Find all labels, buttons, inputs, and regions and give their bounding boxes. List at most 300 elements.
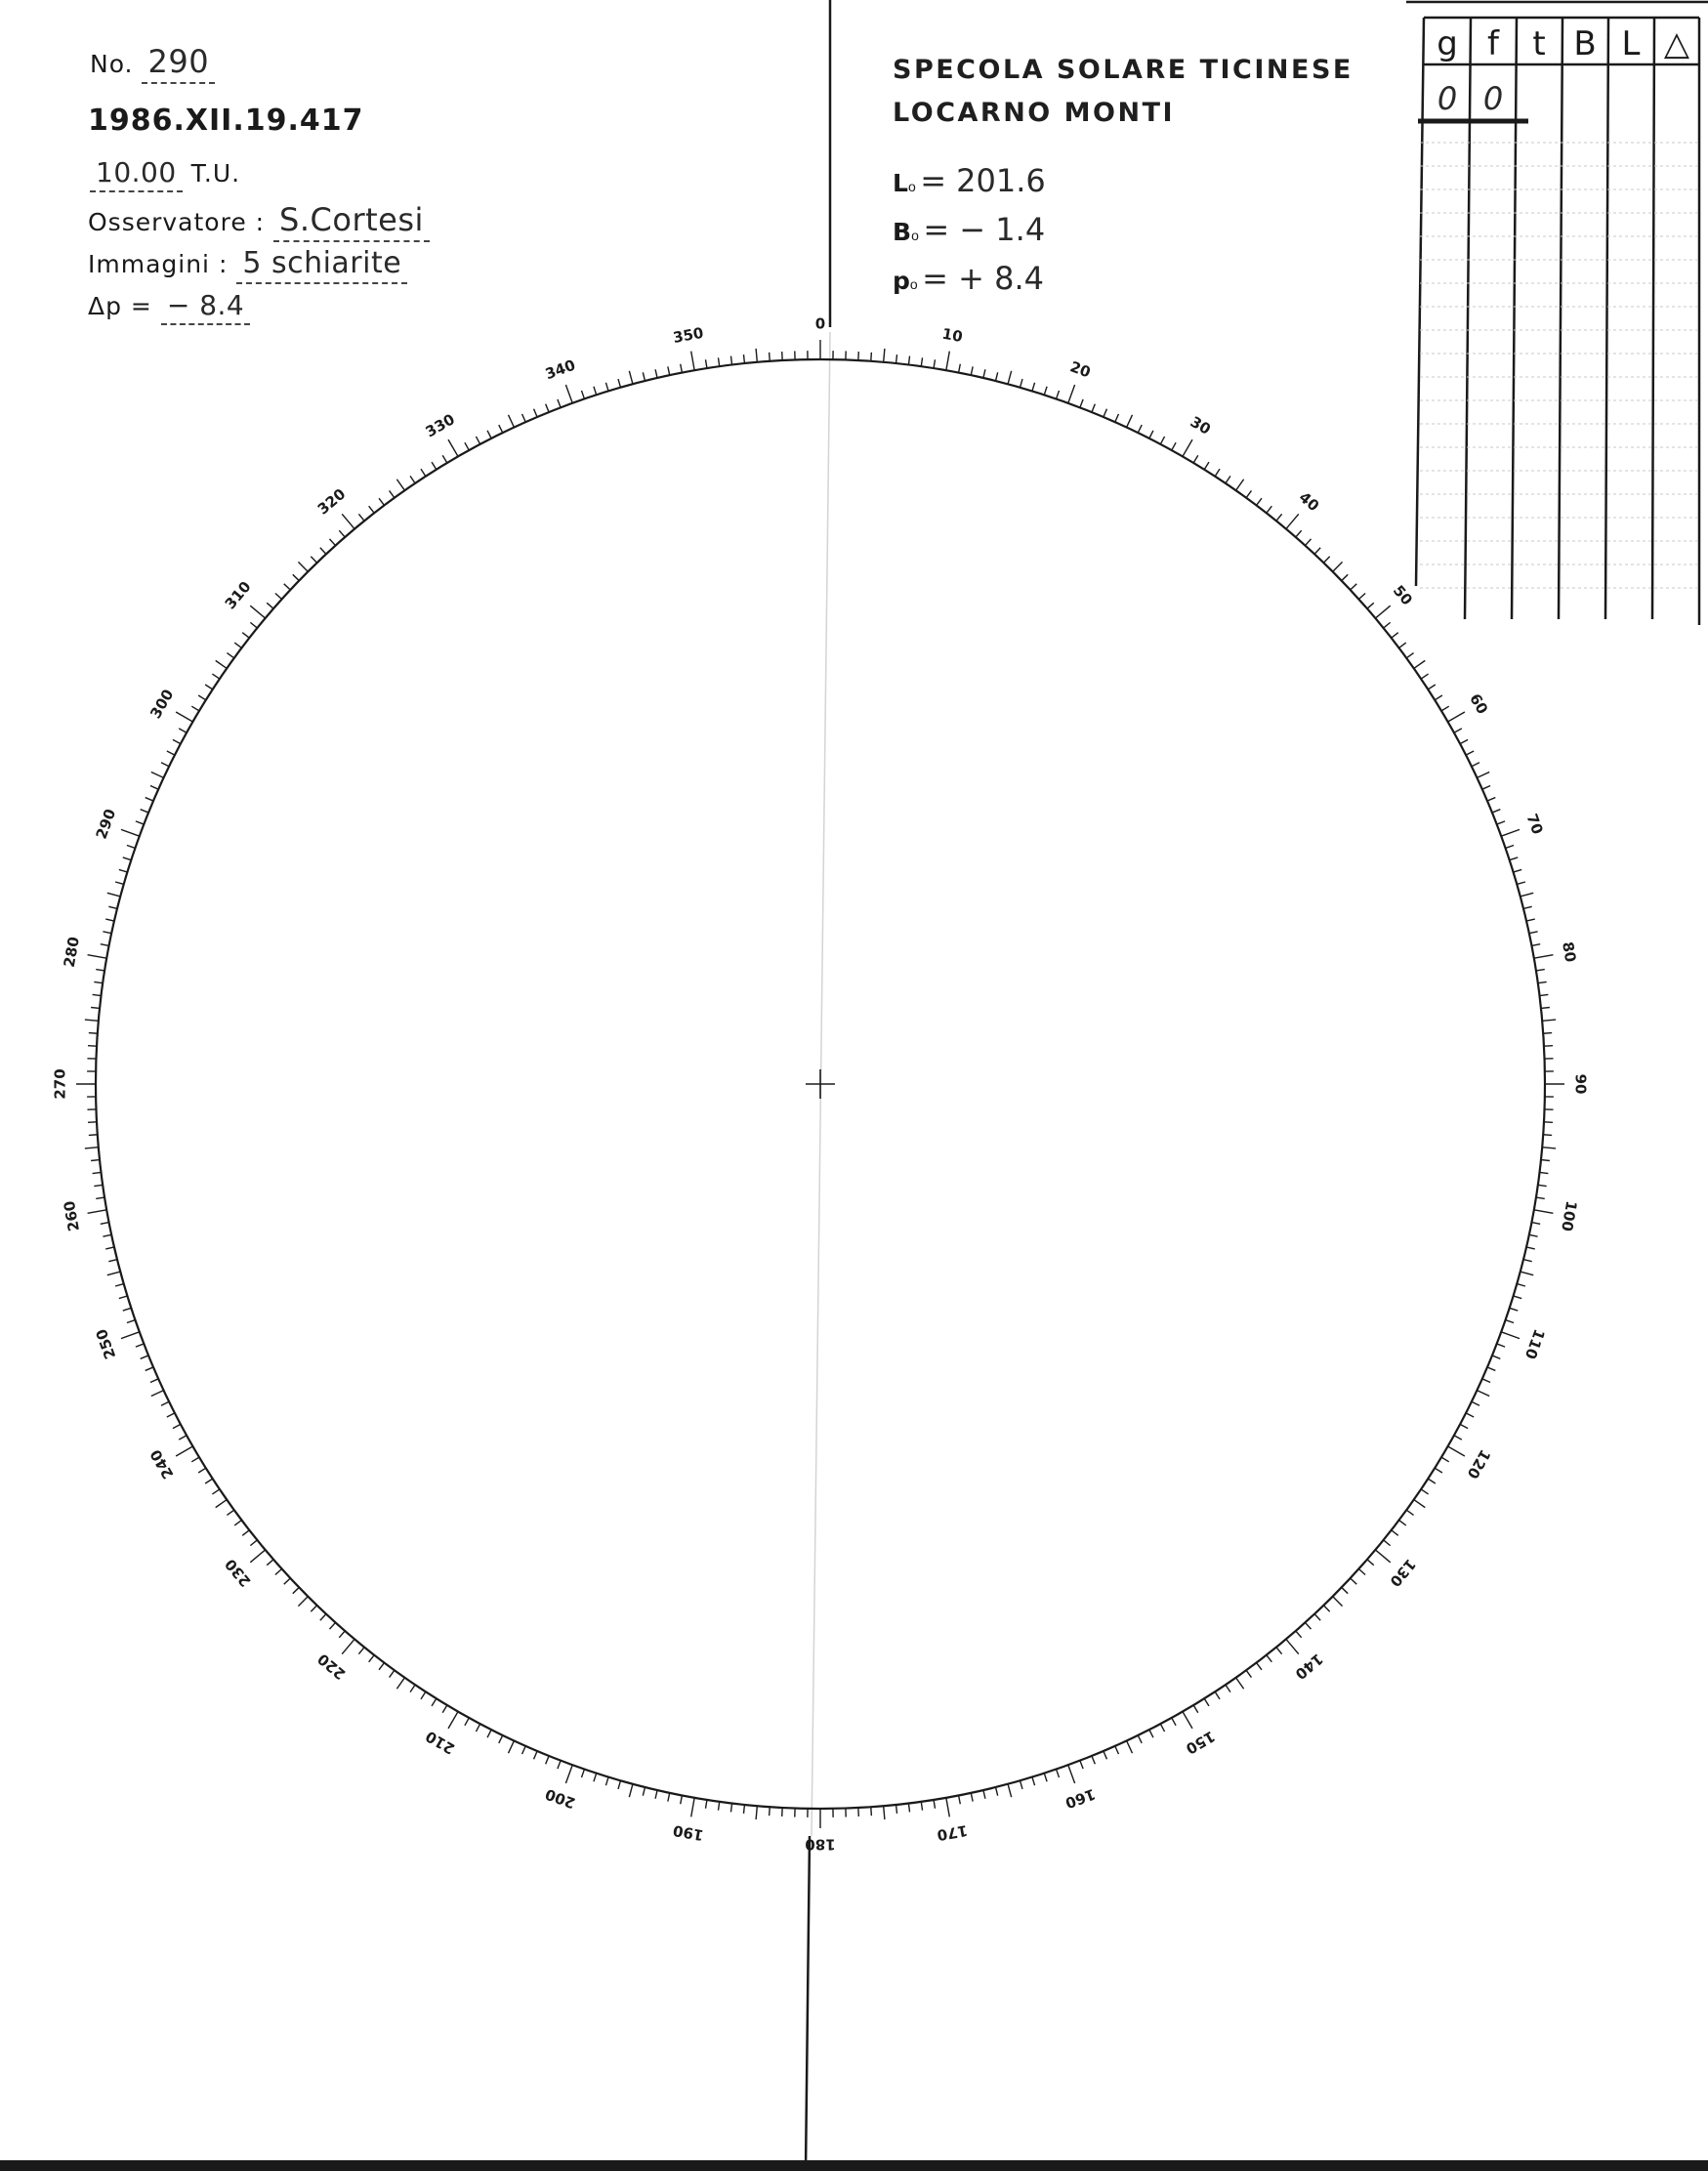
dial-tick	[358, 514, 364, 521]
dial-tick	[1529, 932, 1538, 934]
dial-tick	[718, 1802, 719, 1811]
delta-p-label: Δp =	[88, 292, 152, 320]
dial-tick	[959, 364, 961, 373]
dial-tick	[1497, 1344, 1505, 1347]
dial-tick	[744, 1805, 745, 1814]
dial-tick	[1482, 1379, 1490, 1383]
dial-tick	[1526, 1247, 1535, 1249]
dial-tick	[1044, 387, 1047, 396]
dial-tick	[594, 387, 597, 396]
dial-tick	[983, 369, 985, 378]
dial-tick	[1523, 906, 1532, 908]
dial-tick	[1454, 1436, 1462, 1440]
dial-label: 240	[146, 1446, 178, 1482]
dial-tick	[96, 970, 104, 971]
dial-tick	[681, 364, 683, 373]
dial-tick	[1506, 846, 1515, 849]
delta-p-value: − 8.4	[161, 289, 250, 325]
dial-tick	[896, 355, 897, 363]
dial-tick	[1021, 379, 1022, 388]
station-line-1: SPECOLA SOLARE TICINESE	[893, 55, 1354, 85]
dial-tick	[85, 1020, 99, 1021]
dial-tick	[103, 932, 111, 934]
dial-tick	[1323, 1606, 1329, 1611]
dial-tick	[1236, 480, 1244, 490]
dial-label: 30	[1187, 412, 1214, 438]
dial-tick	[1448, 1446, 1465, 1456]
dial-tick	[1497, 821, 1505, 824]
dial-tick	[227, 653, 233, 658]
table-header-delta: △	[1663, 24, 1690, 63]
dial-tick	[618, 379, 620, 388]
dial-tick	[179, 729, 187, 732]
dial-tick	[1466, 1413, 1474, 1417]
dial-tick	[1267, 1655, 1272, 1662]
dial-tick	[369, 506, 375, 513]
dial-tick	[91, 1008, 100, 1009]
dial-tick	[1384, 622, 1391, 628]
dial-tick	[896, 1805, 897, 1814]
dial-tick	[1543, 1135, 1552, 1136]
dial-tick	[1460, 1424, 1468, 1428]
dial-tick	[655, 1790, 657, 1799]
dial-tick	[298, 562, 308, 571]
dial-tick	[1539, 1172, 1548, 1173]
dial-tick	[1406, 1510, 1413, 1515]
dial-tick	[191, 1457, 199, 1462]
dial-label: 210	[422, 1727, 458, 1758]
dial-tick	[1172, 442, 1176, 450]
dial-tick	[212, 1489, 219, 1494]
dial-tick	[242, 633, 249, 639]
dial-tick	[379, 498, 384, 505]
dial-label: 50	[1389, 581, 1416, 609]
dial-tick	[91, 1160, 100, 1161]
B0-value: = − 1.4	[923, 211, 1046, 248]
dial-tick	[681, 1795, 683, 1804]
dial-tick	[1127, 415, 1133, 428]
dial-label: 170	[936, 1821, 970, 1845]
dial-tick	[1138, 425, 1142, 433]
dial-label: 340	[542, 355, 578, 384]
dial-label: 190	[671, 1821, 705, 1845]
dial-tick	[1068, 1765, 1075, 1783]
dial-tick	[1517, 882, 1525, 884]
ephemeris-B0: Bo = − 1.4	[893, 211, 1046, 248]
images-label: Immagini :	[88, 250, 229, 278]
dial-tick	[730, 356, 731, 365]
dial-tick	[1541, 1160, 1550, 1161]
dial-tick	[179, 1436, 187, 1440]
dial-tick	[379, 1663, 384, 1670]
dial-tick	[1529, 1234, 1538, 1236]
dial-tick	[127, 1320, 136, 1323]
dial-tick	[329, 1622, 335, 1629]
dial-tick	[546, 404, 549, 412]
dial-tick	[410, 1685, 415, 1691]
dial-tick	[93, 1172, 102, 1173]
dial-tick	[1539, 994, 1548, 995]
dial-tick	[1428, 685, 1436, 689]
dial-tick	[115, 1284, 124, 1286]
dial-tick	[971, 1793, 973, 1802]
dial-tick	[1510, 857, 1519, 860]
dial-tick	[668, 366, 670, 375]
dial-tick	[1501, 1332, 1520, 1339]
dial-tick	[1276, 514, 1282, 521]
dial-label: 290	[92, 806, 120, 842]
dial-tick	[476, 437, 479, 444]
time-value: 10.00	[90, 156, 183, 192]
dial-tick	[465, 442, 469, 450]
dial-tick	[123, 857, 132, 860]
dial-tick	[668, 1793, 670, 1802]
dial-tick	[1342, 574, 1348, 580]
dial-tick	[432, 1698, 437, 1706]
dial-tick	[1127, 1740, 1133, 1753]
dial-tick	[1435, 1468, 1442, 1473]
dial-tick	[119, 869, 128, 872]
dial-tick	[342, 1639, 354, 1653]
dial-tick	[921, 357, 922, 366]
dial-tick	[1477, 1391, 1489, 1397]
dial-tick	[1538, 981, 1547, 982]
dial-tick	[1448, 712, 1465, 722]
dial-tick	[1392, 633, 1398, 639]
dial-tick	[1160, 437, 1164, 444]
dial-tick	[1534, 1210, 1554, 1213]
dial-tick	[250, 1550, 265, 1563]
dial-tick	[1296, 530, 1302, 537]
dial-tick	[1454, 729, 1462, 732]
dial-tick	[105, 919, 114, 921]
dial-tick	[198, 1468, 206, 1473]
dial-tick	[908, 356, 909, 365]
dial-label: 220	[313, 1649, 350, 1684]
dial-tick	[1333, 1597, 1343, 1607]
dial-tick	[871, 353, 872, 361]
dial-tick	[1414, 660, 1425, 668]
dial-tick	[293, 574, 299, 580]
dial-tick	[410, 476, 415, 482]
dial-tick	[1008, 371, 1012, 385]
dial-tick	[1375, 605, 1390, 618]
dial-label: 310	[221, 577, 255, 613]
dial-tick	[1435, 695, 1442, 700]
dial-tick	[546, 1756, 549, 1764]
dial-tick	[1375, 1550, 1390, 1563]
dial-tick	[1286, 514, 1299, 528]
dial-tick	[1351, 1578, 1357, 1584]
dial-label: 60	[1466, 690, 1492, 718]
dial-tick	[1367, 1560, 1374, 1566]
ephemeris-L0: Lo = 201.6	[893, 162, 1046, 199]
dial-tick	[267, 603, 273, 608]
images-value: 5 schiarite	[236, 246, 407, 284]
dial-tick	[390, 1670, 395, 1677]
dial-tick	[770, 353, 771, 361]
dial-tick	[173, 1424, 181, 1428]
dial-tick	[1008, 1784, 1012, 1798]
dial-tick	[655, 369, 657, 378]
axis-bottom-line	[806, 1836, 810, 2171]
dial-tick	[115, 882, 124, 884]
dial-tick	[151, 772, 164, 778]
dial-label: 280	[60, 935, 83, 969]
dial-tick	[151, 1391, 164, 1397]
dial-tick	[1115, 414, 1119, 422]
dial-tick	[1138, 1735, 1142, 1743]
dial-tick	[1257, 1663, 1262, 1670]
dial-tick	[320, 1614, 326, 1621]
dial-tick	[293, 1587, 299, 1593]
dial-tick	[1080, 399, 1083, 407]
dial-tick	[706, 359, 707, 368]
dial-tick	[1246, 1670, 1251, 1677]
dial-tick	[971, 366, 973, 375]
table-value-f: 0	[1482, 80, 1504, 117]
dial-tick	[242, 1530, 249, 1536]
dial-tick	[465, 1718, 469, 1726]
dial-tick	[582, 391, 585, 399]
dial-tick	[108, 906, 117, 908]
dial-label: 90	[1571, 1073, 1590, 1095]
dial-tick	[1392, 1530, 1398, 1536]
dial-tick	[1323, 557, 1329, 563]
dial-tick	[1149, 1730, 1153, 1737]
station-line-2: LOCARNO MONTI	[893, 98, 1176, 128]
dial-label: 130	[1386, 1555, 1420, 1591]
dial-tick	[643, 1787, 645, 1796]
dial-tick	[1399, 1521, 1406, 1525]
dial-tick	[298, 1597, 308, 1607]
dial-tick	[618, 1780, 620, 1789]
dial-tick	[227, 1510, 233, 1515]
dial-tick	[522, 1746, 526, 1754]
dial-tick	[558, 1761, 561, 1769]
dial-tick	[342, 514, 354, 528]
time-unit: T.U.	[190, 159, 241, 188]
L0-label: L	[893, 169, 908, 197]
bottom-border	[0, 2160, 1708, 2171]
dial-tick	[730, 1803, 731, 1812]
dial-tick	[1193, 455, 1198, 463]
dial-label: 70	[1522, 811, 1547, 837]
dial-tick	[284, 584, 291, 590]
dial-label: 200	[542, 1784, 578, 1813]
dial-tick	[1193, 1705, 1198, 1713]
dial-tick	[146, 1367, 153, 1371]
dial-tick	[1482, 786, 1490, 790]
dial-tick	[921, 1802, 922, 1811]
dial-label: 230	[221, 1555, 255, 1591]
dial-tick	[1521, 893, 1534, 897]
dial-tick	[150, 786, 158, 790]
dial-tick	[1466, 751, 1474, 755]
dial-tick	[103, 1234, 111, 1236]
dial-tick	[123, 1308, 132, 1311]
dial-tick	[1492, 810, 1500, 813]
dial-tick	[167, 1413, 175, 1417]
dial-tick	[173, 739, 181, 743]
dial-tick	[744, 355, 745, 363]
table-header-f: f	[1487, 24, 1499, 63]
dial-tick	[127, 846, 136, 849]
dial-tick	[558, 399, 561, 407]
dial-tick	[121, 1332, 140, 1339]
dial-tick	[358, 1648, 364, 1654]
dial-tick	[1305, 539, 1311, 546]
dial-tick	[996, 372, 998, 381]
dial-tick	[770, 1807, 771, 1816]
dial-tick	[1257, 498, 1262, 505]
dial-tick	[1399, 643, 1406, 647]
dial-label: 300	[146, 686, 178, 722]
table-header-g: g	[1437, 24, 1458, 63]
number-label: No.	[90, 50, 134, 78]
dial-tick	[107, 893, 121, 897]
dial-tick	[205, 1479, 213, 1483]
dial-tick	[1305, 1622, 1311, 1629]
dial-tick	[1514, 1296, 1522, 1299]
dial-tick	[176, 712, 192, 722]
dial-label: 260	[60, 1199, 83, 1233]
L0-value: = 201.6	[920, 162, 1046, 199]
dial-tick	[234, 643, 241, 647]
dial-tick	[1501, 829, 1520, 836]
dial-label: 40	[1295, 488, 1323, 516]
dial-label: 160	[1062, 1784, 1099, 1813]
dial-tick	[534, 1751, 538, 1759]
dial-tick	[718, 357, 719, 366]
dial-tick	[101, 944, 109, 946]
dial-tick	[161, 1401, 169, 1405]
dial-tick	[996, 1787, 998, 1796]
dial-tick	[1333, 562, 1343, 571]
dial-tick	[1358, 593, 1365, 599]
observer-label: Osservatore :	[88, 208, 266, 236]
dial-tick	[1510, 1308, 1519, 1311]
table-value-g: 0	[1437, 80, 1458, 117]
dial-tick	[94, 981, 103, 982]
dial-tick	[320, 548, 326, 555]
dial-tick	[509, 1740, 515, 1753]
dial-tick	[1538, 1185, 1547, 1186]
dial-tick	[448, 1712, 458, 1729]
dial-tick	[448, 439, 458, 456]
dial-tick	[94, 1185, 103, 1186]
dial-tick	[216, 1500, 227, 1508]
dial-tick	[396, 1678, 404, 1689]
dial-tick	[1104, 409, 1107, 417]
dial-tick	[88, 1210, 107, 1213]
dial-tick	[250, 605, 265, 618]
dial-tick	[311, 1606, 316, 1611]
dial-tick	[339, 1631, 345, 1638]
dial-tick	[1487, 798, 1495, 802]
dial-label: 120	[1463, 1446, 1494, 1482]
dial-tick	[89, 1033, 98, 1034]
table-header-t: t	[1532, 24, 1546, 63]
dial-tick	[101, 1223, 109, 1225]
dial-tick	[88, 955, 107, 958]
dial-tick	[1057, 391, 1060, 399]
dial-tick	[1428, 1479, 1436, 1483]
dial-tick	[487, 1730, 491, 1737]
dial-tick	[1236, 1678, 1244, 1689]
dial-tick	[1543, 1033, 1552, 1034]
dial-tick	[339, 530, 345, 537]
dial-tick	[1296, 1631, 1302, 1638]
dial-tick	[1032, 1777, 1035, 1786]
dial-tick	[1421, 674, 1428, 679]
dial-tick	[1172, 1718, 1176, 1726]
B0-label: B	[893, 218, 912, 246]
dial-tick	[250, 622, 257, 628]
dial-tick	[1226, 476, 1230, 482]
dial-tick	[275, 1568, 282, 1574]
dial-tick	[1314, 548, 1320, 555]
dial-tick	[1460, 739, 1468, 743]
dial-tick	[1104, 1751, 1107, 1759]
dial-tick	[1534, 955, 1554, 958]
dial-tick	[499, 425, 503, 433]
dial-tick	[1523, 1260, 1532, 1262]
dial-tick	[105, 1247, 114, 1249]
dial-tick	[1472, 1401, 1479, 1405]
dial-label: 80	[1558, 939, 1580, 964]
dial-tick	[205, 685, 213, 689]
dial-tick	[1204, 462, 1209, 470]
dial-tick	[534, 409, 538, 417]
dial-tick	[1276, 1648, 1282, 1654]
dial-tick	[509, 415, 515, 428]
dial-tick	[629, 1784, 633, 1798]
dial-tick	[1367, 603, 1374, 608]
dial-tick	[161, 763, 169, 767]
dial-tick	[1421, 1489, 1428, 1494]
dial-tick	[119, 1296, 128, 1299]
number-value: 290	[142, 43, 215, 84]
p0-label: p	[893, 267, 910, 295]
dial-tick	[1183, 439, 1192, 456]
dial-tick	[1531, 944, 1540, 946]
dial-tick	[565, 385, 572, 403]
dial-tick	[871, 1807, 872, 1816]
dial-tick	[212, 674, 219, 679]
dial-tick	[605, 383, 608, 392]
dial-tick	[1414, 1500, 1425, 1508]
dial-tick	[275, 593, 282, 599]
dial-tick	[1149, 431, 1153, 438]
dial-tick	[1080, 1761, 1083, 1769]
dial-tick	[390, 490, 395, 497]
dial-tick	[1226, 1685, 1230, 1691]
dial-tick	[198, 695, 206, 700]
dial-label: 270	[51, 1068, 69, 1100]
dial-tick	[756, 349, 757, 362]
dial-tick	[1115, 1746, 1119, 1754]
dial-label: 180	[805, 1835, 836, 1854]
dial-tick	[1541, 1008, 1550, 1009]
dial-tick	[1536, 970, 1545, 971]
dial-tick	[176, 1446, 192, 1456]
dial-tick	[1472, 763, 1479, 767]
dial-tick	[1406, 653, 1413, 658]
dial-tick	[1057, 1770, 1060, 1778]
dial-tick	[150, 1379, 158, 1383]
dial-tick	[421, 1691, 426, 1699]
